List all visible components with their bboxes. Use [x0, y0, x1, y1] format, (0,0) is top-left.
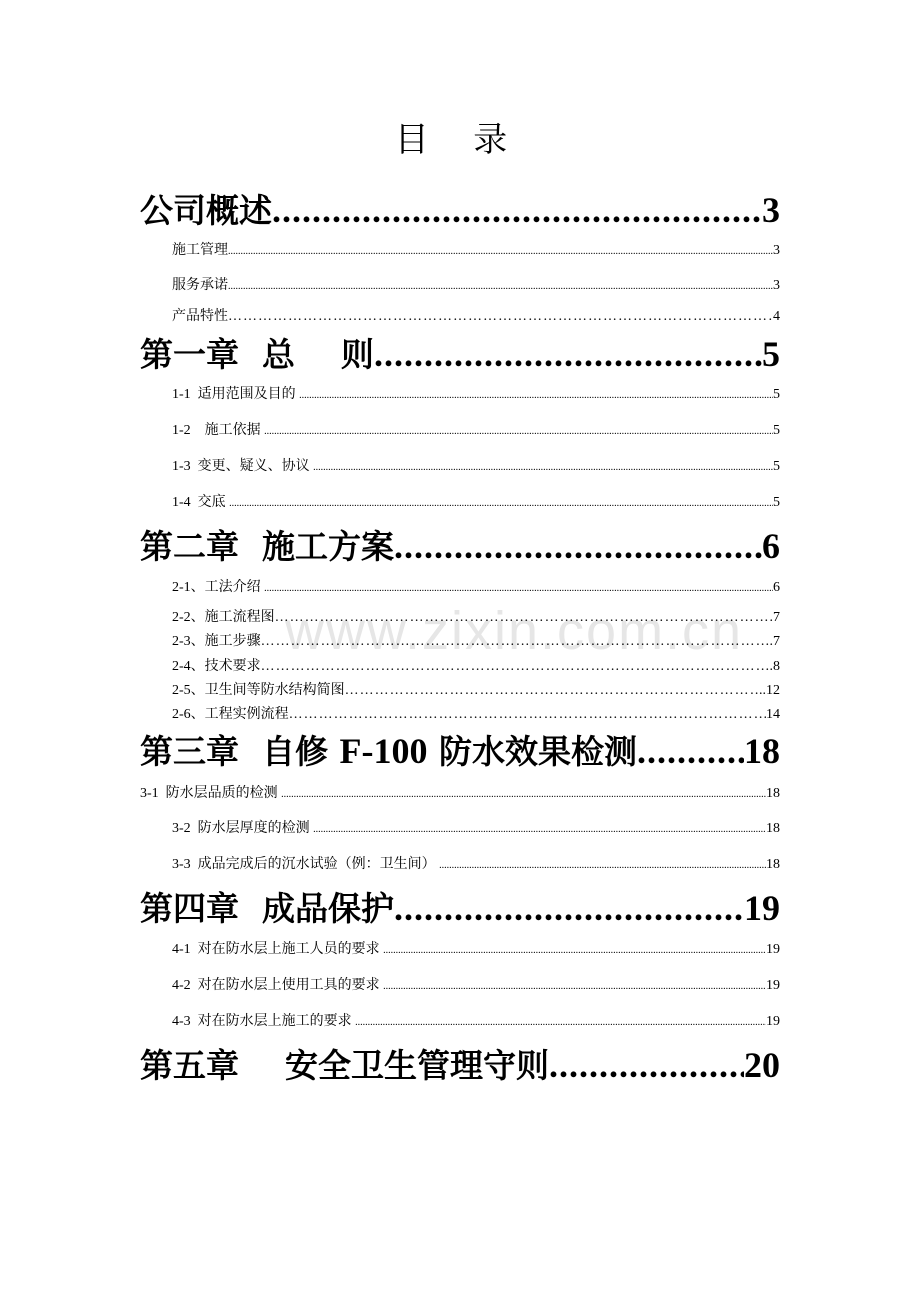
toc-entry[interactable]	[172, 680, 780, 702]
chapter-label: 第五章 安全卫生管理守则	[140, 1046, 549, 1085]
chapter-label-part: 第三章 自修	[140, 732, 340, 771]
chapter-page-number: 18	[744, 731, 780, 771]
toc-entry[interactable]	[140, 783, 780, 805]
entry-page-number: 19	[766, 942, 780, 957]
entry-label: 1-4 交底	[172, 495, 230, 510]
entry-label: 2-2、施工流程图	[172, 610, 275, 625]
leader-dots	[374, 330, 762, 378]
leader-dots	[439, 855, 766, 876]
toc-chapter-1[interactable]	[140, 330, 780, 378]
toc-entry[interactable]	[172, 631, 780, 653]
leader-dots	[383, 940, 766, 961]
entry-page-number: 18	[766, 821, 780, 836]
leader-dots	[229, 493, 773, 514]
entry-page-number: .7	[769, 610, 780, 625]
chapter-label: 第四章 成品保护	[140, 889, 394, 928]
entry-label: 施工管理	[172, 243, 228, 258]
entry-page-number: 5	[773, 387, 780, 402]
toc-entry[interactable]	[172, 492, 780, 514]
leader-dots	[313, 819, 766, 840]
entry-label: 3-3 成品完成后的沉水试验（例：卫生间）	[172, 857, 440, 872]
chapter-label: 第二章 施工方案	[140, 527, 394, 566]
leader-dots	[261, 631, 770, 653]
toc-entry[interactable]	[172, 656, 780, 678]
entry-page-number: 5	[773, 459, 780, 474]
entry-label: 3-1 防水层品质的检测	[140, 786, 282, 801]
entry-page-number: 19	[766, 1014, 780, 1029]
chapter-label: 第一章 总 则	[140, 335, 374, 374]
leader-dots	[549, 1041, 744, 1089]
toc-entry[interactable]	[172, 240, 780, 262]
entry-label: 2-5、卫生间等防水结构简图	[172, 683, 345, 698]
watermark: www.zixin.com.cn	[285, 601, 744, 661]
entry-label: 2-3、施工步骤	[172, 634, 261, 649]
entry-label: 3-2 防水层厚度的检测	[172, 821, 314, 836]
toc-entry[interactable]	[172, 384, 780, 406]
toc-entry[interactable]	[172, 607, 780, 629]
entry-label: 1-3 变更、疑义、协议	[172, 459, 314, 474]
chapter-page-number: 19	[744, 888, 780, 928]
chapter-label: 公司概述	[140, 191, 272, 230]
entry-page-number: 18	[766, 786, 780, 801]
toc-entry[interactable]	[172, 420, 780, 442]
chapter-page-number: 3	[762, 190, 780, 230]
leader-dots	[281, 784, 766, 805]
page-title: 目 录	[394, 122, 526, 159]
toc-entry[interactable]	[172, 306, 780, 328]
leader-dots	[383, 976, 766, 997]
chapter-page-number: 6	[762, 526, 780, 566]
entry-label: 2-1、工法介绍	[172, 580, 265, 595]
entry-page-number: 19	[766, 978, 780, 993]
toc-entry[interactable]	[172, 975, 780, 997]
entry-page-number: 3	[773, 278, 780, 293]
entry-label: 2-4、技术要求	[172, 659, 261, 674]
leader-dots	[637, 727, 744, 775]
leader-dots	[264, 578, 773, 599]
toc-entry[interactable]	[172, 275, 780, 297]
entry-label: 服务承诺	[172, 278, 228, 293]
toc-entry[interactable]	[172, 854, 780, 876]
entry-label: 1-1 适用范围及目的	[172, 387, 300, 402]
toc-chapter-5[interactable]	[140, 1041, 780, 1089]
entry-label: 1-2 施工依据	[172, 423, 265, 438]
leader-dots	[228, 241, 773, 262]
leader-dots	[272, 186, 762, 234]
entry-page-number: 18	[766, 857, 780, 872]
chapter-page-number: 20	[744, 1045, 780, 1085]
toc-entry[interactable]	[172, 577, 780, 599]
leader-dots	[394, 884, 744, 932]
leader-dots	[228, 276, 773, 297]
toc-entry[interactable]	[172, 818, 780, 840]
entry-label: 4-2 对在防水层上使用工具的要求	[172, 978, 384, 993]
toc-entry[interactable]	[172, 939, 780, 961]
chapter-page-number: 5	[762, 334, 780, 374]
entry-page-number: 14	[766, 707, 780, 722]
chapter-label	[140, 727, 637, 775]
entry-page-number: .8	[769, 659, 780, 674]
chapter-label-latin: F-100	[339, 731, 428, 771]
leader-dots	[355, 1012, 766, 1033]
entry-label: 4-3 对在防水层上施工的要求	[172, 1014, 356, 1029]
leader-dots	[299, 385, 773, 406]
leader-dots	[264, 421, 773, 442]
leader-dots	[394, 522, 762, 570]
entry-page-number: 4	[773, 309, 780, 324]
entry-page-number: 6	[773, 580, 780, 595]
entry-page-number: 5	[773, 495, 780, 510]
toc-chapter-3[interactable]	[140, 727, 780, 775]
entry-label: 产品特性	[172, 309, 228, 324]
leader-dots	[261, 656, 770, 678]
leader-dots	[289, 704, 766, 726]
toc-chapter-2[interactable]	[140, 522, 780, 570]
leader-dots	[313, 457, 773, 478]
toc-chapter-4[interactable]	[140, 884, 780, 932]
entry-page-number: ..12	[759, 683, 780, 698]
entry-label: 2-6、工程实例流程	[172, 707, 289, 722]
toc-entry[interactable]	[172, 704, 780, 726]
leader-dots	[345, 680, 759, 702]
entry-label: 4-1 对在防水层上施工人员的要求	[172, 942, 384, 957]
leader-dots	[228, 306, 773, 328]
toc-entry[interactable]	[172, 1011, 780, 1033]
toc-entry[interactable]	[172, 456, 780, 478]
entry-page-number: 5	[773, 423, 780, 438]
leader-dots	[275, 607, 770, 629]
chapter-label-part: 防水效果检测	[427, 732, 637, 771]
entry-page-number: .7	[769, 634, 780, 649]
entry-page-number: 3	[773, 243, 780, 258]
toc-chapter-overview[interactable]	[140, 186, 780, 234]
